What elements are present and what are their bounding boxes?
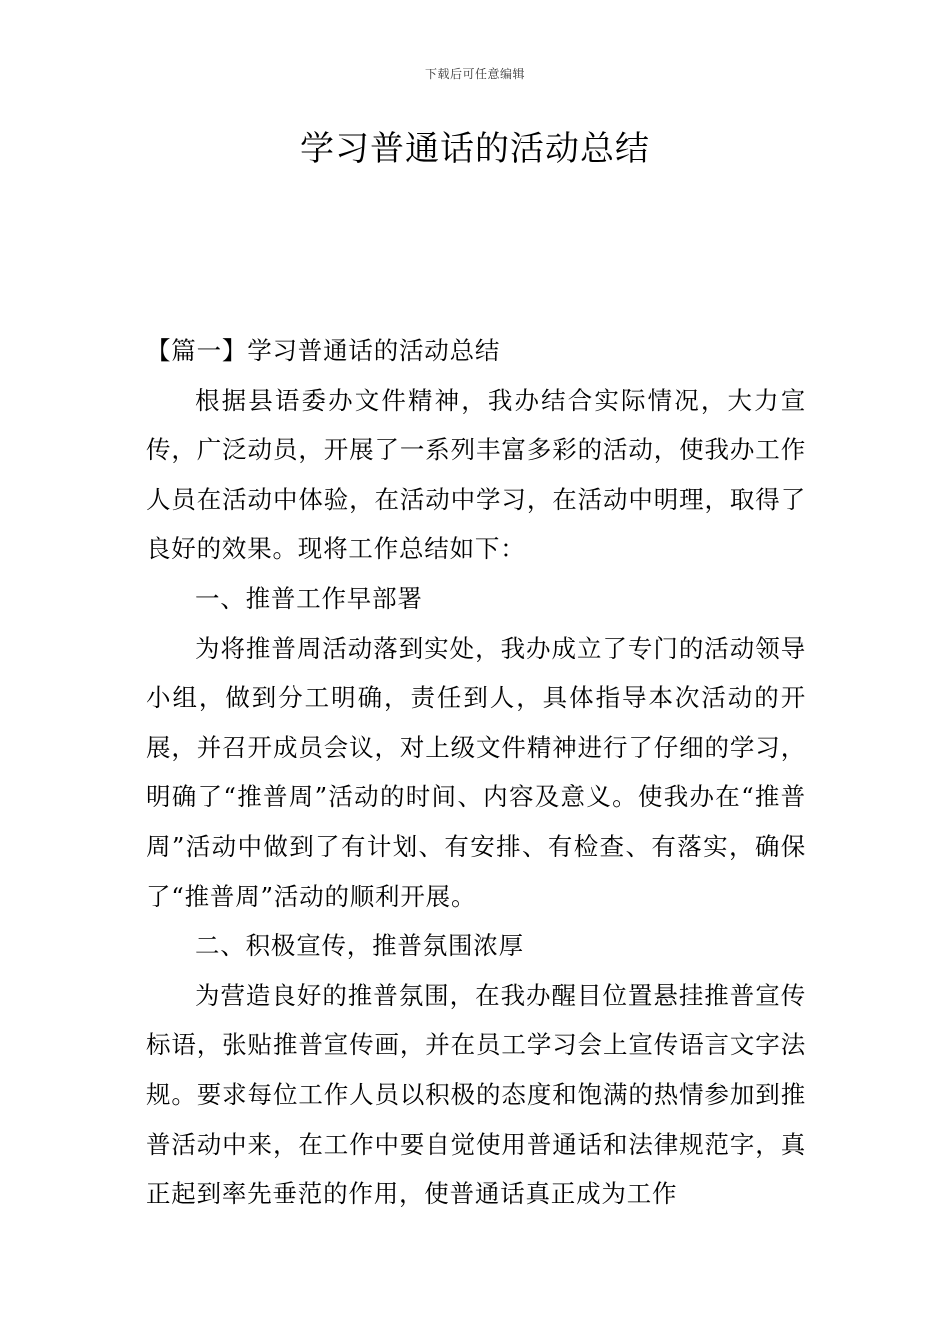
document-title: 学习普通话的活动总结 (300, 129, 650, 169)
header-note: 下载后可任意编辑 (424, 67, 525, 81)
section-heading-2: 二、积极宣传，推普氛围浓厚 (195, 931, 524, 961)
paragraph-publicity: 为营造良好的推普氛围，在我办醒目位置悬挂推普宣传标语，张贴推普宣传画，并在员工学习会上宣传语言文字法规。要求每位工作人员以积极的态度和饱满的热情参加到推普活动中来，在工作中要自觉使用普通话和法律规范字，真正起到率先垂范的作用，使普通话真正成为工作 (146, 980, 806, 1209)
paragraph-deployment: 为将推普周活动落到实处，我办成立了专门的活动领导小组，做到分工明确，责任到人，具体指导本次活动的开展，并召开成员会议，对上级文件精神进行了仔细的学习，明确了“推普周”活动的时间、内容及意义。使我办在“推普周”活动中做到了有计划、有安排、有检查、有落实，确保了“推普周”活动的顺利开展。 (146, 633, 806, 911)
section-heading-1: 一、推普工作早部署 (195, 583, 423, 613)
section-label: 【篇一】学习普通话的活动总结 (146, 336, 501, 365)
document-body (146, 326, 806, 1219)
paragraph-intro: 根据县语委办文件精神，我办结合实际情况，大力宣传，广泛动员，开展了一系列丰富多彩的活动，使我办工作人员在活动中体验，在活动中学习，在活动中明理，取得了良好的效果。现将工作总结如下： (146, 385, 806, 564)
